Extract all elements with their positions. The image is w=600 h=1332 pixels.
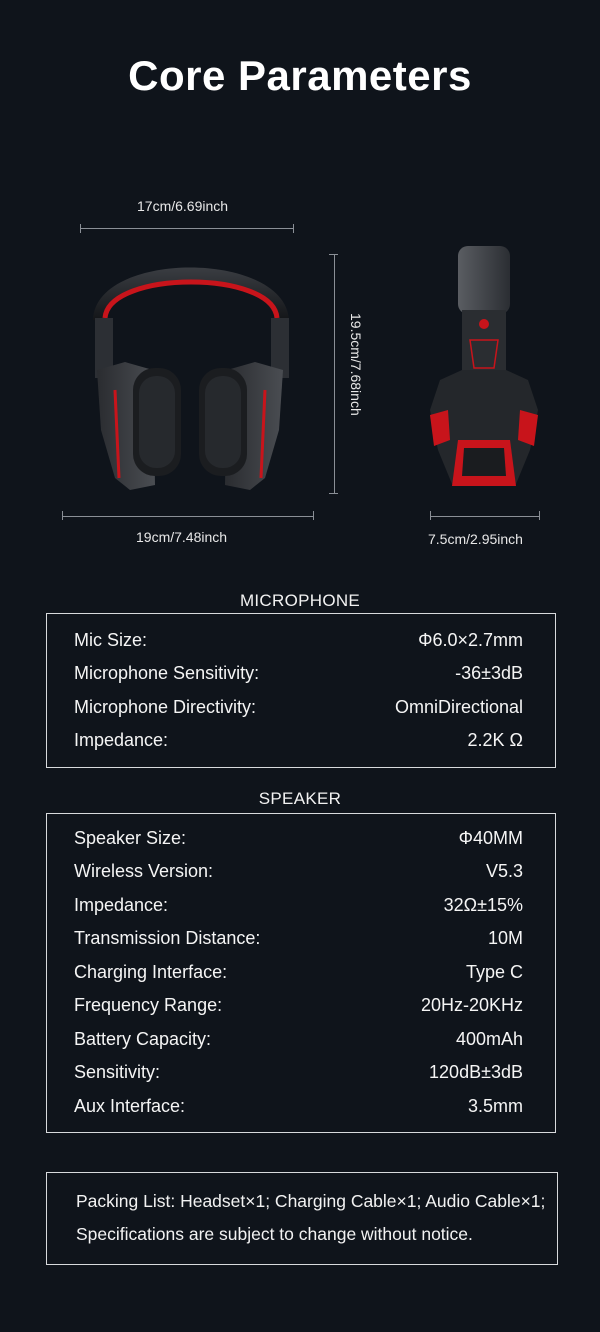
page-title: Core Parameters xyxy=(128,52,472,99)
dimension-tick xyxy=(80,224,81,233)
notes-box xyxy=(46,1172,558,1265)
spec-row xyxy=(74,956,523,989)
spec-value: Φ40MM xyxy=(458,828,523,848)
dimension-tick xyxy=(293,224,294,233)
spec-value: OmniDirectional xyxy=(394,697,523,717)
dimension-bottom-width-line xyxy=(62,516,314,517)
spec-row xyxy=(74,1023,523,1056)
dimension-tick xyxy=(329,254,338,255)
speaker-spec-table xyxy=(46,813,556,1133)
spec-row xyxy=(74,989,523,1022)
spec-label: Speaker Size: xyxy=(74,828,187,848)
dimension-depth-label: 7.5cm/2.95inch xyxy=(428,531,523,547)
speaker-heading: SPEAKER xyxy=(258,789,342,808)
spec-label: Aux Interface: xyxy=(74,1096,186,1116)
spec-row xyxy=(74,724,523,757)
spec-label: Transmission Distance: xyxy=(74,928,261,948)
spec-label: Impedance: xyxy=(74,895,169,915)
dimension-tick xyxy=(62,511,63,520)
spec-value: Type C xyxy=(465,962,523,982)
spec-value: 20Hz-20KHz xyxy=(420,995,523,1015)
dimension-tick xyxy=(313,511,314,520)
spec-value: V5.3 xyxy=(485,861,523,881)
dimension-bottom-width-label: 19cm/7.48inch xyxy=(136,529,228,545)
spec-label: Battery Capacity: xyxy=(74,1029,212,1049)
dimension-height-line xyxy=(334,254,335,494)
spec-row xyxy=(74,855,523,888)
spec-row xyxy=(74,624,523,657)
spec-value: Φ6.0×2.7mm xyxy=(418,630,523,650)
spec-label: Wireless Version: xyxy=(74,861,214,881)
spec-label: Microphone Sensitivity: xyxy=(74,663,260,683)
dimension-depth-line xyxy=(430,516,540,517)
spec-row xyxy=(74,691,523,724)
spec-value: 120dB±3dB xyxy=(429,1062,523,1082)
dimension-top-width-label: 17cm/6.69inch xyxy=(137,198,229,214)
spec-value: 10M xyxy=(487,928,523,948)
spec-label: Impedance: xyxy=(74,730,169,750)
spec-row xyxy=(74,1090,523,1123)
spec-value: 2.2K Ω xyxy=(467,730,523,750)
disclaimer-note: Specifications are subject to change without notice. xyxy=(76,1224,473,1244)
spec-label: Mic Size: xyxy=(74,630,148,650)
dimension-height-label: 19.5cm/7.68inch xyxy=(348,313,364,416)
spec-label: Sensitivity: xyxy=(74,1062,161,1082)
spec-row xyxy=(74,889,523,922)
dimension-tick xyxy=(430,511,431,520)
spec-value: 3.5mm xyxy=(467,1096,523,1116)
spec-row xyxy=(74,922,523,955)
dimension-tick xyxy=(329,493,338,494)
spec-value: 400mAh xyxy=(455,1029,523,1049)
microphone-spec-table xyxy=(46,613,556,768)
dimension-tick xyxy=(539,511,540,520)
spec-value: -36±3dB xyxy=(455,663,523,683)
spec-row xyxy=(74,1056,523,1089)
headset-side-image xyxy=(420,240,550,498)
packing-list-note: Packing List: Headset×1; Charging Cable×1; Audio Cable×1; xyxy=(76,1191,546,1211)
spec-row xyxy=(74,657,523,690)
spec-label: Charging Interface: xyxy=(74,962,228,982)
microphone-heading: MICROPHONE xyxy=(239,591,361,610)
spec-label: Frequency Range: xyxy=(74,995,223,1015)
spec-row xyxy=(74,822,523,855)
spec-value: 32Ω±15% xyxy=(443,895,523,915)
dimension-top-width-line xyxy=(80,228,294,229)
spec-label: Microphone Directivity: xyxy=(74,697,257,717)
headset-front-image xyxy=(75,240,305,495)
